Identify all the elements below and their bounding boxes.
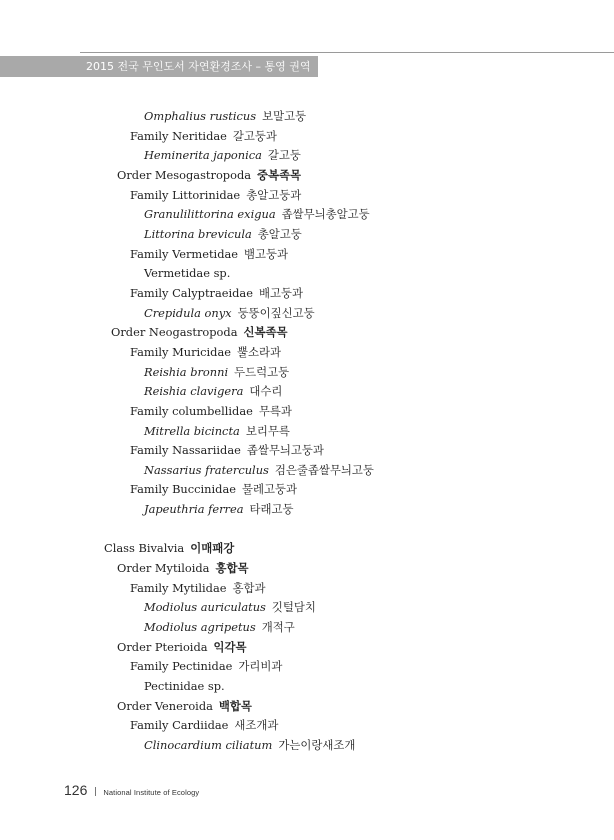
species-scientific-name: Littorina brevicula [144, 226, 252, 241]
species-scientific-name: Modiolus agripetus [144, 620, 256, 635]
species-korean-name: 총알고둥 [257, 226, 302, 241]
species-scientific-name: Omphalius rusticus [144, 109, 257, 123]
order-entry [0, 559, 614, 579]
species-entry [0, 304, 614, 324]
family-scientific-name: Family Vermetidae [130, 246, 239, 261]
family-korean-name: 총알고둥과 [246, 187, 302, 202]
class-korean-name: 이매패강 [190, 541, 235, 556]
species-entry [0, 225, 614, 245]
order-entry [0, 638, 614, 658]
family-korean-name: 무륵과 [258, 403, 292, 418]
class-entry [0, 539, 614, 559]
order-scientific-name: Order Mesogastropoda [117, 167, 252, 182]
order-korean-name: 홍합목 [215, 561, 249, 576]
species-korean-name: 둥뚱이짚신고둥 [237, 305, 315, 320]
species-entry [0, 264, 614, 284]
family-scientific-name: Family Buccinidae [130, 482, 236, 497]
family-korean-name: 새조개과 [234, 718, 279, 733]
species-scientific-name: Nassarius fraterculus [144, 462, 269, 477]
family-entry [0, 402, 614, 422]
family-scientific-name: Family Cardiidae [130, 718, 229, 733]
species-scientific-name: Granulilittorina exigua [144, 207, 276, 222]
order-scientific-name: Order Neogastropoda [111, 325, 238, 340]
species-entry [0, 598, 614, 618]
family-entry [0, 480, 614, 500]
spacer [0, 520, 614, 540]
family-korean-name: 좁쌀무늬고둥과 [246, 443, 324, 458]
family-entry [0, 579, 614, 599]
order-scientific-name: Order Veneroida [117, 698, 213, 713]
running-title: 2015 전국 무인도서 자연환경조사 – 통영 권역 [86, 60, 311, 73]
species-korean-name: 가는이랑새조개 [278, 738, 356, 752]
family-korean-name: 홍합과 [232, 580, 266, 595]
species-entry [0, 677, 614, 697]
species-entry [0, 363, 614, 383]
family-scientific-name: Family Mytilidae [130, 580, 227, 595]
species-entry [0, 461, 614, 481]
order-entry [0, 323, 614, 343]
species-entry [0, 500, 614, 520]
family-scientific-name: Family Pectinidae [130, 659, 233, 674]
institution-name: National Institute of Ecology [103, 788, 200, 797]
species-korean-name: 깃털담치 [271, 600, 316, 615]
family-entry [0, 716, 614, 736]
family-entry [0, 343, 614, 363]
species-korean-name: 보말고둥 [262, 109, 307, 123]
order-entry [0, 166, 614, 186]
family-scientific-name: Family Calyptraeidae [130, 285, 253, 300]
species-entry [0, 382, 614, 402]
species-korean-name: 두드럭고둥 [234, 364, 290, 379]
species-korean-name: 좁쌀무늬총알고둥 [281, 207, 370, 222]
page-number: 126 [64, 782, 88, 798]
species-scientific-name: Reishia clavigera [144, 384, 244, 399]
family-entry [0, 441, 614, 461]
family-korean-name: 가리비과 [238, 659, 283, 674]
family-scientific-name: Family Nassariidae [130, 443, 241, 458]
order-korean-name: 신복족목 [243, 325, 288, 340]
order-scientific-name: Order Mytiloida [117, 561, 210, 576]
class-scientific-name: Class Bivalvia [104, 541, 185, 556]
species-entry [0, 618, 614, 638]
footer-divider [95, 787, 96, 796]
species-entry [0, 736, 614, 756]
species-korean-name: 대수리 [249, 384, 283, 399]
family-korean-name: 배고둥과 [258, 285, 303, 300]
species-entry [0, 205, 614, 225]
family-scientific-name: Family columbellidae [130, 403, 253, 418]
header-rule [80, 52, 614, 53]
taxonomy-list [0, 107, 614, 756]
species-scientific-name: Pectinidae sp. [144, 679, 225, 694]
species-korean-name: 검은줄좁쌀무늬고둥 [274, 462, 374, 477]
species-scientific-name: Mitrella bicincta [144, 423, 240, 438]
species-scientific-name: Reishia bronni [144, 364, 229, 379]
species-entry [0, 146, 614, 166]
species-scientific-name: Clinocardium ciliatum [144, 738, 273, 752]
order-entry [0, 697, 614, 717]
page-footer [64, 782, 199, 800]
species-scientific-name: Modiolus auriculatus [144, 600, 266, 615]
species-korean-name: 보리무륵 [245, 423, 290, 438]
family-scientific-name: Family Neritidae [130, 128, 227, 143]
family-korean-name: 갈고둥과 [232, 128, 277, 143]
order-scientific-name: Order Pterioida [117, 639, 208, 654]
family-scientific-name: Family Muricidae [130, 344, 231, 359]
species-scientific-name: Crepidula onyx [144, 305, 232, 320]
species-scientific-name: Heminerita japonica [144, 148, 262, 163]
family-korean-name: 뱀고둥과 [244, 246, 289, 261]
family-korean-name: 물레고둥과 [241, 482, 298, 497]
family-entry [0, 657, 614, 677]
species-korean-name: 개적구 [261, 620, 295, 635]
species-korean-name: 갈고둥 [267, 148, 301, 163]
species-scientific-name: Japeuthria ferrea [144, 502, 244, 517]
family-entry [0, 284, 614, 304]
family-scientific-name: Family Littorinidae [130, 187, 241, 202]
species-entry [0, 422, 614, 442]
species-scientific-name: Vermetidae sp. [144, 266, 231, 281]
order-korean-name: 익각목 [213, 639, 247, 654]
order-korean-name: 백합목 [218, 698, 252, 713]
running-header-banner [0, 56, 318, 77]
family-entry [0, 127, 614, 147]
order-korean-name: 중복족목 [257, 167, 302, 182]
species-korean-name: 타래고둥 [249, 502, 294, 517]
family-entry [0, 245, 614, 265]
species-entry [0, 107, 614, 127]
family-entry [0, 186, 614, 206]
family-korean-name: 뿔소라과 [237, 344, 282, 359]
